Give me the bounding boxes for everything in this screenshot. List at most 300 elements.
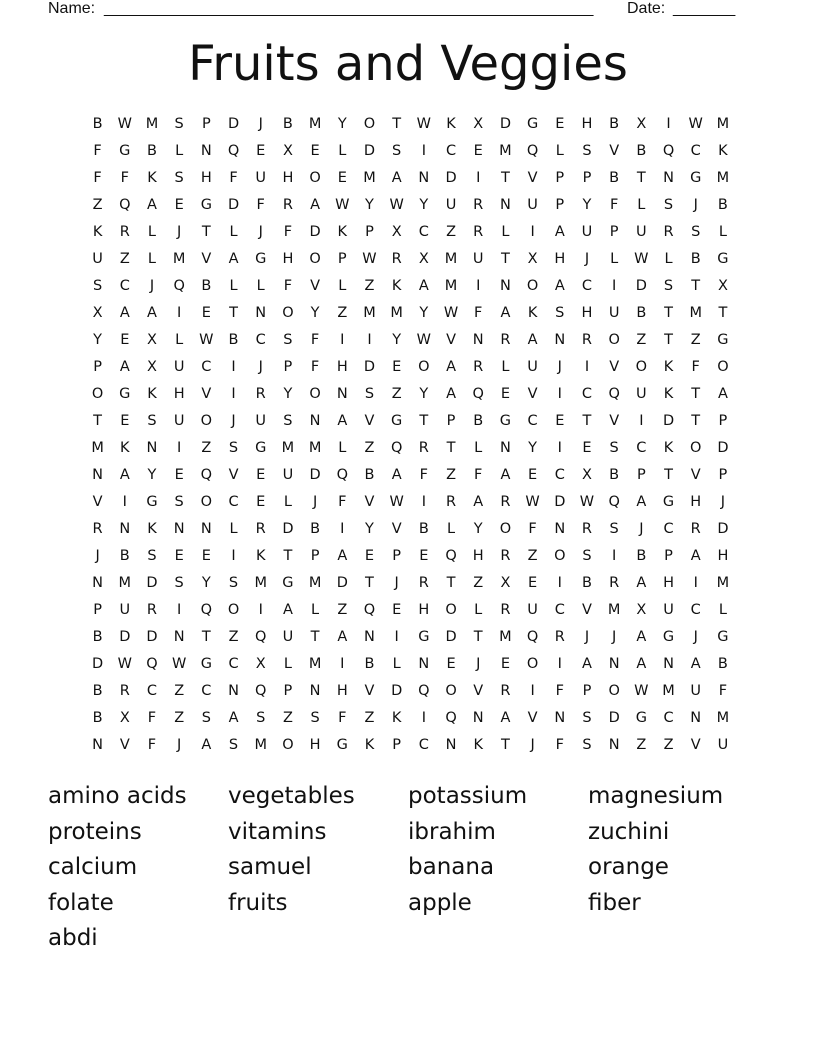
grid-letter: D <box>309 224 321 240</box>
grid-letter: Z <box>446 467 456 483</box>
grid-letter: O <box>526 656 539 672</box>
grid-letter: J <box>258 359 263 375</box>
grid-letter: B <box>92 629 103 645</box>
grid-letter: Y <box>419 305 429 321</box>
grid-letter: O <box>200 494 213 510</box>
grid-letter: T <box>93 413 103 429</box>
grid-letter: K <box>255 548 266 564</box>
grid-letter: E <box>174 467 184 483</box>
grid-letter: A <box>690 548 701 564</box>
grid-letter: D <box>717 521 729 537</box>
grid-letter: K <box>391 278 402 294</box>
grid-row <box>84 408 740 435</box>
grid-letter: S <box>228 575 239 591</box>
grid-letter: M <box>689 305 702 321</box>
grid-letter: N <box>92 737 104 753</box>
grid-letter: R <box>418 575 429 591</box>
grid-letter: A <box>391 467 402 483</box>
grid-letter: T <box>664 467 673 483</box>
grid-letter: W <box>634 683 649 699</box>
grid-row <box>84 165 740 192</box>
grid-letter: U <box>608 305 620 321</box>
grid-letter: L <box>474 602 483 618</box>
grid-letter: N <box>663 170 674 186</box>
grid-letter: R <box>500 494 511 510</box>
grid-letter: N <box>173 629 185 645</box>
grid-letter: I <box>231 359 236 375</box>
grid-letter: J <box>476 656 481 672</box>
grid-letter: L <box>229 224 238 240</box>
grid-letter: P <box>337 251 347 267</box>
grid-letter: D <box>445 629 457 645</box>
grid-letter: S <box>92 278 103 294</box>
grid-letter: C <box>663 521 674 537</box>
grid-letter: G <box>717 251 729 267</box>
grid-letter: A <box>418 278 429 294</box>
grid-letter: P <box>283 683 293 699</box>
grid-letter: S <box>228 737 239 753</box>
grid-letter: T <box>691 413 701 429</box>
grid-letter: O <box>554 548 566 564</box>
grid-letter: L <box>338 143 347 159</box>
grid-letter: G <box>662 629 675 645</box>
grid-letter: D <box>391 683 403 699</box>
grid-letter: S <box>174 494 184 510</box>
grid-letter: T <box>691 386 701 402</box>
grid-letter: G <box>255 440 267 456</box>
grid-letter: V <box>690 467 701 483</box>
grid-letter: A <box>446 359 456 375</box>
grid-letter: G <box>200 197 212 213</box>
grid-letter: B <box>201 278 212 294</box>
grid-letter: P <box>201 116 211 132</box>
grid-letter: Z <box>119 251 130 267</box>
grid-letter: J <box>95 548 100 564</box>
word-bank-item: abdi <box>48 925 98 951</box>
grid-letter: E <box>364 548 375 564</box>
grid-letter: J <box>530 737 535 753</box>
grid-letter: T <box>500 251 510 267</box>
grid-letter: T <box>392 116 402 132</box>
grid-letter: Z <box>337 305 348 321</box>
grid-letter: A <box>147 305 157 321</box>
grid-letter: X <box>636 602 647 618</box>
grid-letter: L <box>501 359 510 375</box>
grid-letter: T <box>419 413 429 429</box>
grid-letter: I <box>530 683 535 699</box>
grid-letter: L <box>446 521 456 537</box>
grid-letter: Q <box>200 467 213 483</box>
grid-letter: A <box>636 629 647 645</box>
grid-letter: O <box>282 305 294 321</box>
grid-letter: Z <box>527 548 538 564</box>
grid-letter: S <box>283 332 293 348</box>
grid-letter: J <box>612 629 617 645</box>
grid-letter: G <box>200 656 212 672</box>
grid-letter: S <box>609 440 619 456</box>
grid-letter: Q <box>608 494 620 510</box>
grid-letter: F <box>528 521 537 537</box>
grid-letter: Q <box>662 143 675 159</box>
grid-letter: M <box>91 440 104 456</box>
grid-letter: J <box>394 575 399 591</box>
grid-letter: N <box>472 332 484 348</box>
grid-letter: T <box>229 305 238 321</box>
word-bank-item: banana <box>408 854 495 880</box>
grid-letter: Z <box>282 710 293 726</box>
word-bank-item: apple <box>408 889 472 916</box>
grid-letter: N <box>554 710 566 726</box>
grid-letter: R <box>554 629 565 645</box>
grid-letter: V <box>364 683 375 699</box>
grid-letter: A <box>554 278 565 294</box>
grid-letter: Z <box>446 224 456 240</box>
grid-letter: U <box>527 359 538 375</box>
grid-letter: D <box>146 629 158 645</box>
grid-letter: M <box>716 116 730 132</box>
grid-letter: L <box>555 143 564 159</box>
grid-letter: W <box>416 116 432 132</box>
grid-letter: H <box>282 251 294 267</box>
grid-letter: N <box>663 656 674 672</box>
grid-letter: U <box>663 602 674 618</box>
grid-letter: A <box>119 467 130 483</box>
grid-letter: T <box>310 629 320 645</box>
grid-letter: R <box>473 359 484 375</box>
grid-letter: J <box>639 521 644 537</box>
grid-letter: M <box>716 575 730 591</box>
grid-letter: J <box>149 278 155 294</box>
grid-letter: I <box>231 548 236 564</box>
grid-letter: Y <box>419 386 429 402</box>
grid-letter: B <box>609 170 620 186</box>
grid-letter: Q <box>472 386 484 402</box>
grid-letter: I <box>476 170 481 186</box>
grid-letter: E <box>446 656 456 672</box>
grid-letter: V <box>690 737 701 753</box>
grid-letter: U <box>636 224 647 240</box>
grid-letter: V <box>201 386 212 402</box>
grid-letter: R <box>92 521 103 537</box>
grid-letter: X <box>582 467 592 483</box>
grid-letter: T <box>691 278 701 294</box>
grid-letter: O <box>91 386 104 402</box>
grid-letter: O <box>418 359 430 375</box>
grid-letter: Z <box>636 737 647 753</box>
grid-letter: B <box>690 251 701 267</box>
grid-letter: P <box>310 548 320 564</box>
grid-letter: P <box>93 359 102 375</box>
grid-letter: V <box>364 413 375 429</box>
grid-letter: F <box>419 467 429 483</box>
grid-letter: B <box>92 683 103 699</box>
grid-letter: G <box>499 413 512 429</box>
grid-letter: I <box>177 602 182 618</box>
grid-letter: Q <box>526 629 539 645</box>
grid-letter: I <box>557 575 562 591</box>
grid-letter: I <box>421 143 426 159</box>
grid-letter: I <box>340 521 345 537</box>
grid-letter: D <box>499 116 511 132</box>
grid-letter: E <box>500 656 510 672</box>
grid-letter: M <box>172 251 186 267</box>
grid-letter: L <box>311 602 320 618</box>
grid-letter: N <box>499 278 511 294</box>
grid-letter: B <box>473 413 484 429</box>
grid-letter: Z <box>636 332 647 348</box>
grid-letter: Y <box>201 575 211 591</box>
grid-letter: M <box>308 440 322 456</box>
grid-letter: J <box>258 224 263 240</box>
grid-letter: V <box>527 170 538 186</box>
grid-letter: G <box>690 170 702 186</box>
grid-letter: A <box>500 305 511 321</box>
grid-letter: B <box>282 116 293 132</box>
grid-letter: J <box>693 197 698 213</box>
grid-letter: M <box>444 251 458 267</box>
grid-letter: N <box>554 332 566 348</box>
grid-letter: V <box>446 332 456 348</box>
grid-letter: A <box>500 710 511 726</box>
grid-letter: N <box>200 521 212 537</box>
grid-letter: B <box>581 575 592 591</box>
grid-row <box>84 732 740 759</box>
grid-letter: C <box>201 683 212 699</box>
grid-letter: S <box>147 548 157 564</box>
grid-letter: R <box>500 602 511 618</box>
grid-letter: N <box>336 386 348 402</box>
grid-letter: R <box>690 521 701 537</box>
word-search-grid <box>84 111 740 761</box>
grid-letter: A <box>282 602 293 618</box>
grid-letter: B <box>609 467 620 483</box>
grid-letter: K <box>337 224 348 240</box>
word-bank-item: magnesium <box>588 783 724 809</box>
grid-letter: X <box>500 575 511 591</box>
grid-letter: X <box>636 116 647 132</box>
grid-letter: H <box>663 575 674 591</box>
grid-letter: S <box>609 521 619 537</box>
grid-letter: V <box>310 278 321 294</box>
grid-letter: R <box>500 683 511 699</box>
grid-letter: F <box>338 494 347 510</box>
grid-letter: Z <box>201 440 212 456</box>
grid-letter: V <box>582 602 592 618</box>
grid-letter: O <box>200 413 213 429</box>
grid-letter: K <box>663 386 674 402</box>
grid-letter: P <box>664 548 673 564</box>
grid-letter: Q <box>445 710 457 726</box>
grid-letter: K <box>391 710 402 726</box>
grid-row <box>84 435 740 462</box>
grid-letter: C <box>554 602 565 618</box>
grid-letter: C <box>636 440 647 456</box>
grid-letter: K <box>147 170 157 186</box>
grid-letter: M <box>308 116 322 132</box>
grid-letter: I <box>394 629 399 645</box>
grid-letter: O <box>717 359 729 375</box>
grid-letter: L <box>175 143 184 159</box>
grid-letter: N <box>200 143 212 159</box>
word-bank-item: zuchini <box>588 818 670 845</box>
grid-letter: Z <box>473 575 484 591</box>
grid-letter: Y <box>147 467 157 483</box>
grid-letter: Z <box>663 737 674 753</box>
grid-letter: C <box>119 278 130 294</box>
grid-letter: W <box>443 305 459 321</box>
grid-letter: M <box>118 575 132 591</box>
grid-letter: M <box>662 683 675 699</box>
grid-letter: P <box>555 197 565 213</box>
grid-letter: R <box>255 521 266 537</box>
grid-letter: S <box>663 197 674 213</box>
grid-letter: E <box>555 413 565 429</box>
header <box>48 0 748 20</box>
grid-letter: A <box>636 494 647 510</box>
grid-letter: Z <box>364 710 375 726</box>
grid-letter: P <box>718 413 728 429</box>
grid-letter: L <box>474 440 483 456</box>
grid-letter: A <box>337 629 348 645</box>
grid-letter: W <box>389 197 404 213</box>
grid-letter: M <box>363 305 376 321</box>
grid-letter: R <box>473 197 484 213</box>
grid-letter: B <box>609 116 620 132</box>
grid-row <box>84 300 740 327</box>
grid-letter: Y <box>337 116 347 132</box>
grid-letter: T <box>446 440 456 456</box>
grid-letter: D <box>227 197 240 213</box>
grid-letter: N <box>499 197 511 213</box>
grid-letter: I <box>177 440 182 456</box>
grid-letter: Z <box>391 386 402 402</box>
word-bank-item: vegetables <box>228 783 355 809</box>
grid-letter: L <box>147 251 157 267</box>
grid-letter: Q <box>418 683 430 699</box>
grid-letter: N <box>554 521 566 537</box>
grid-letter: U <box>92 251 103 267</box>
grid-letter: U <box>581 224 593 240</box>
grid-letter: O <box>608 332 620 348</box>
grid-letter: I <box>340 332 345 348</box>
name-label: Name: <box>48 0 96 17</box>
grid-letter: M <box>308 656 322 672</box>
grid-letter: U <box>527 197 538 213</box>
grid-letter: R <box>391 251 402 267</box>
grid-letter: L <box>338 440 347 456</box>
grid-letter: J <box>177 224 182 240</box>
grid-letter: P <box>283 359 293 375</box>
grid-letter: W <box>688 116 703 132</box>
grid-letter: C <box>228 656 239 672</box>
grid-letter: M <box>390 305 403 321</box>
grid-letter: A <box>554 224 565 240</box>
grid-letter: B <box>717 197 728 213</box>
grid-letter: F <box>283 224 293 240</box>
grid-letter: U <box>636 386 647 402</box>
grid-letter: D <box>363 359 376 375</box>
grid-letter: E <box>201 548 211 564</box>
grid-letter: P <box>392 548 402 564</box>
grid-letter: I <box>421 494 426 510</box>
grid-letter: R <box>500 332 511 348</box>
grid-letter: C <box>228 494 239 510</box>
grid-letter: T <box>664 332 673 348</box>
grid-letter: N <box>255 305 267 321</box>
grid-letter: A <box>201 737 212 753</box>
grid-letter: T <box>500 170 510 186</box>
grid-letter: W <box>634 251 649 267</box>
grid-letter: P <box>582 683 592 699</box>
grid-letter: V <box>364 494 375 510</box>
grid-letter: L <box>338 278 347 294</box>
grid-letter: R <box>146 602 157 618</box>
grid-letter: N <box>418 170 430 186</box>
grid-letter: G <box>526 116 539 132</box>
grid-letter: B <box>119 548 130 564</box>
grid-letter: R <box>119 224 130 240</box>
word-bank-item: samuel <box>228 854 312 880</box>
grid-letter: D <box>336 575 348 591</box>
grid-letter: T <box>582 413 592 429</box>
grid-letter: M <box>281 440 295 456</box>
grid-letter: A <box>473 494 484 510</box>
grid-letter: V <box>92 494 103 510</box>
grid-letter: H <box>690 494 702 510</box>
grid-letter: O <box>445 683 457 699</box>
grid-row <box>84 705 740 732</box>
word-bank-item: orange <box>588 854 669 880</box>
grid-letter: L <box>392 656 401 672</box>
grid-letter: E <box>256 143 266 159</box>
grid-letter: C <box>201 359 212 375</box>
grid-letter: H <box>200 170 212 186</box>
grid-letter: N <box>173 521 185 537</box>
grid-letter: A <box>337 548 348 564</box>
grid-letter: Q <box>336 467 348 483</box>
name-line: _______________________________________________________ <box>104 0 594 17</box>
grid-letter: A <box>690 656 701 672</box>
grid-letter: E <box>555 116 565 132</box>
grid-letter: F <box>609 197 619 213</box>
grid-letter: W <box>416 332 432 348</box>
grid-letter: B <box>92 710 103 726</box>
grid-letter: F <box>93 143 102 159</box>
grid-letter: X <box>92 305 103 321</box>
grid-letter: G <box>336 737 348 753</box>
grid-letter: I <box>557 386 562 402</box>
grid-row <box>84 543 740 570</box>
grid-letter: W <box>389 494 404 510</box>
grid-letter: G <box>717 629 729 645</box>
grid-letter: Q <box>146 656 158 672</box>
grid-letter: F <box>120 170 129 186</box>
grid-letter: O <box>363 116 376 132</box>
grid-letter: C <box>663 710 674 726</box>
grid-letter: O <box>227 602 240 618</box>
grid-letter: G <box>119 143 131 159</box>
grid-row <box>84 327 740 354</box>
grid-letter: I <box>557 656 562 672</box>
grid-letter: T <box>201 629 211 645</box>
grid-letter: X <box>147 359 157 375</box>
grid-letter: K <box>446 116 456 132</box>
grid-letter: H <box>309 737 321 753</box>
grid-letter: N <box>364 629 375 645</box>
grid-letter: I <box>476 278 481 294</box>
grid-letter: A <box>228 251 239 267</box>
grid-letter: K <box>364 737 375 753</box>
